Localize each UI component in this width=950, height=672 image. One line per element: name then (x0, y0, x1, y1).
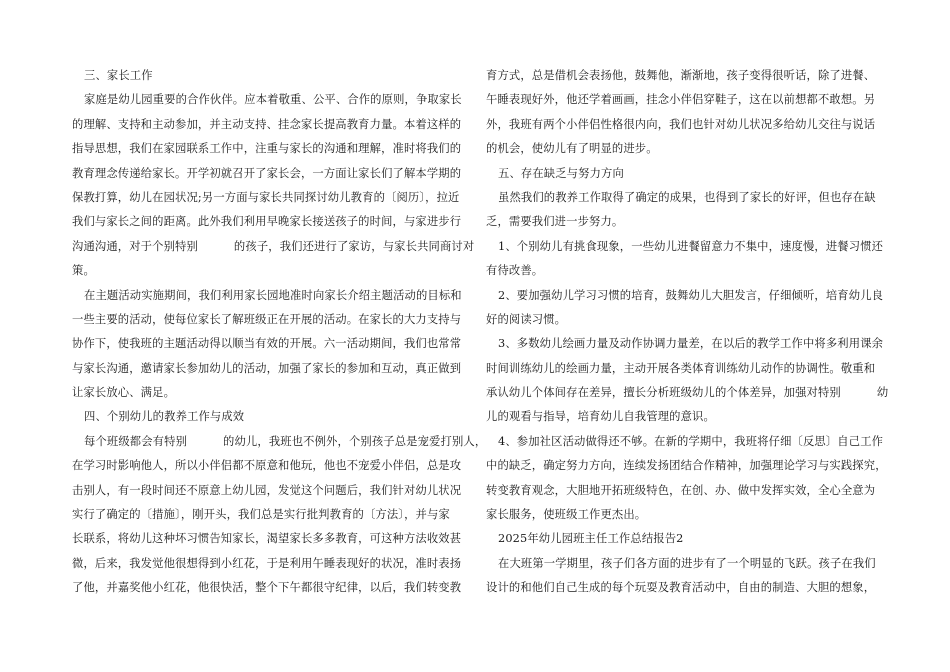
text-line: 3、多数幼儿绘画力量及动作协调力量差，在以后的教学工作中将多利用课余 (498, 337, 884, 351)
text-line: 五、存在缺乏与努力方向 (498, 166, 624, 180)
text-line: 四、个别幼儿的教养工作与成效 (84, 410, 245, 424)
text-line: 与家长沟通，邀请家长参加幼儿的活动，加强了家长的参加和互动，真正做到 (72, 361, 462, 375)
text-line: 中的缺乏，确定努力方向，连续发扬团结合作精神，加强理论学习与实践探究， (486, 459, 887, 473)
right-text-column (486, 64, 889, 601)
text-line: 时间训练幼儿的绘画力量，主动开展各类体育训练幼儿动作的协调性。敬重和 (486, 361, 876, 375)
text-line: 的理解、支持和主动参加，并主动支持、挂念家长提高教育力量。本着这样的 (72, 117, 462, 131)
text-line (72, 235, 475, 259)
text-line: 2、要加强幼儿学习习惯的培育，鼓舞幼儿大胆发言，仔细倾听，培育幼儿良 (498, 288, 884, 302)
text-line: 虽然我们的教养工作取得了确定的成果，也得到了家长的好评，但也存在缺 (498, 190, 876, 204)
text-line: 2025年幼儿园班主任工作总结报告2 (498, 532, 684, 546)
text-line: 策。 (72, 264, 95, 278)
text-line: 微，后来，我发觉他很想得到小红花，于是利用午睡表现好的状况，准时表扬 (72, 556, 462, 570)
text-segment: 每个班级都会有特别 (84, 434, 188, 448)
text-line: 乏，需要我们进一步努力。 (486, 215, 624, 229)
text-line: 在学习时影响他人，所以小伴侣都不原意和他玩，他也不宠爱小伴侣，总是攻 (72, 459, 462, 473)
text-line: 在主题活动实施期间，我们利用家长园地准时向家长介绍主题活动的目标和 (84, 288, 462, 302)
text-line: 长联系，将幼儿这种坏习惯告知家长，渴望家长多多教育，可这种方法收效甚 (72, 532, 462, 546)
text-line: 实行了确定的〔措施〕，刚开头，我们总是实行批判教育的〔方法〕，并与家 (72, 508, 450, 522)
text-segment: 幼 (876, 386, 889, 400)
text-line: 4、参加社区活动做得还不够。在新的学期中，我班将仔细〔反思〕自己工作 (498, 434, 884, 448)
text-line: 击别人，有一段时间还不原意上幼儿园，发觉这个问题后，我们针对幼儿状况 (72, 483, 462, 497)
text-line: 儿的观看与指导，培育幼儿自我管理的意识。 (486, 410, 715, 424)
left-text-column (72, 64, 487, 601)
text-line: 外，我班有两个小伴侣性格很内向，我们也针对幼儿状况多给幼儿交往与说话 (486, 117, 876, 131)
text-line: 在大班第一学期里，孩子们各方面的进步有了一个明显的飞跃。孩子在我们 (498, 556, 876, 570)
text-segment: 的幼儿，我班也不例外，个别孩子总是宠爱打别人， (223, 434, 487, 448)
text-line: 家庭是幼儿园重要的合作伙伴。应本着敬重、公平、合作的原则，争取家长 (84, 93, 462, 107)
text-line: 转变教育观念，大胆地开拓班级特色，在创、办、做中发挥实效，全心全意为 (486, 483, 876, 497)
text-line (72, 430, 487, 454)
text-line: 了他，并嘉奖他小红花，他很快活，整个下午都很守纪律，以后，我们转变教 (72, 581, 462, 595)
text-line: 午睡表现好外，他还学着画画，挂念小伴侣穿鞋子，这在以前想都不敢想。另 (486, 93, 876, 107)
text-line: 教育理念传递给家长。开学初就召开了家长会，一方面让家长们了解本学期的 (72, 166, 462, 180)
text-line: 协作下，使我班的主题活动得以顺当有效的开展。六一活动期间，我们也常常 (72, 337, 462, 351)
text-line: 一些主要的活动，使每位家长了解班级正在开展的活动。在家长的大力支持与 (72, 312, 462, 326)
text-line: 我们与家长之间的距离。此外我们利用早晚家长接送孩子的时间，与家进步行 (72, 215, 462, 229)
text-line: 家长服务，使班级工作更杰出。 (486, 508, 647, 522)
text-line: 让家长放心、满足。 (72, 386, 176, 400)
text-line: 三、家长工作 (84, 69, 153, 82)
text-line: 的机会，使幼儿有了明显的进步。 (486, 142, 658, 156)
text-line: 设计的和他们自己生成的每个玩耍及教育活动中，自由的制造、大胆的想象， (486, 581, 876, 595)
text-line: 好的阅读习惯。 (486, 312, 567, 326)
text-line (486, 381, 889, 405)
text-segment: 的孩子，我们还进行了家访，与家长共同商讨对 (233, 239, 475, 253)
text-line: 有待改善。 (486, 264, 544, 278)
text-segment: 承认幼儿个体间存在差异，擅长分析班级幼儿的个体差异，加强对特别 (486, 386, 841, 400)
text-line: 1、个别幼儿有挑食现象，一些幼儿进餐留意力不集中，速度慢，进餐习惯还 (498, 239, 884, 253)
text-segment: 沟通沟通，对于个别特别 (72, 239, 198, 253)
text-line: 育方式，总是借机会表扬他，鼓舞他，渐渐地，孩子变得很听话，除了进餐、 (486, 69, 876, 82)
text-line: 保教打算，幼儿在园状况;另一方面与家长共同探讨幼儿教育的〔阅历〕，拉近 (72, 190, 460, 204)
text-line: 指导思想，我们在家园联系工作中，注重与家长的沟通和理解，准时将我们的 (72, 142, 462, 156)
